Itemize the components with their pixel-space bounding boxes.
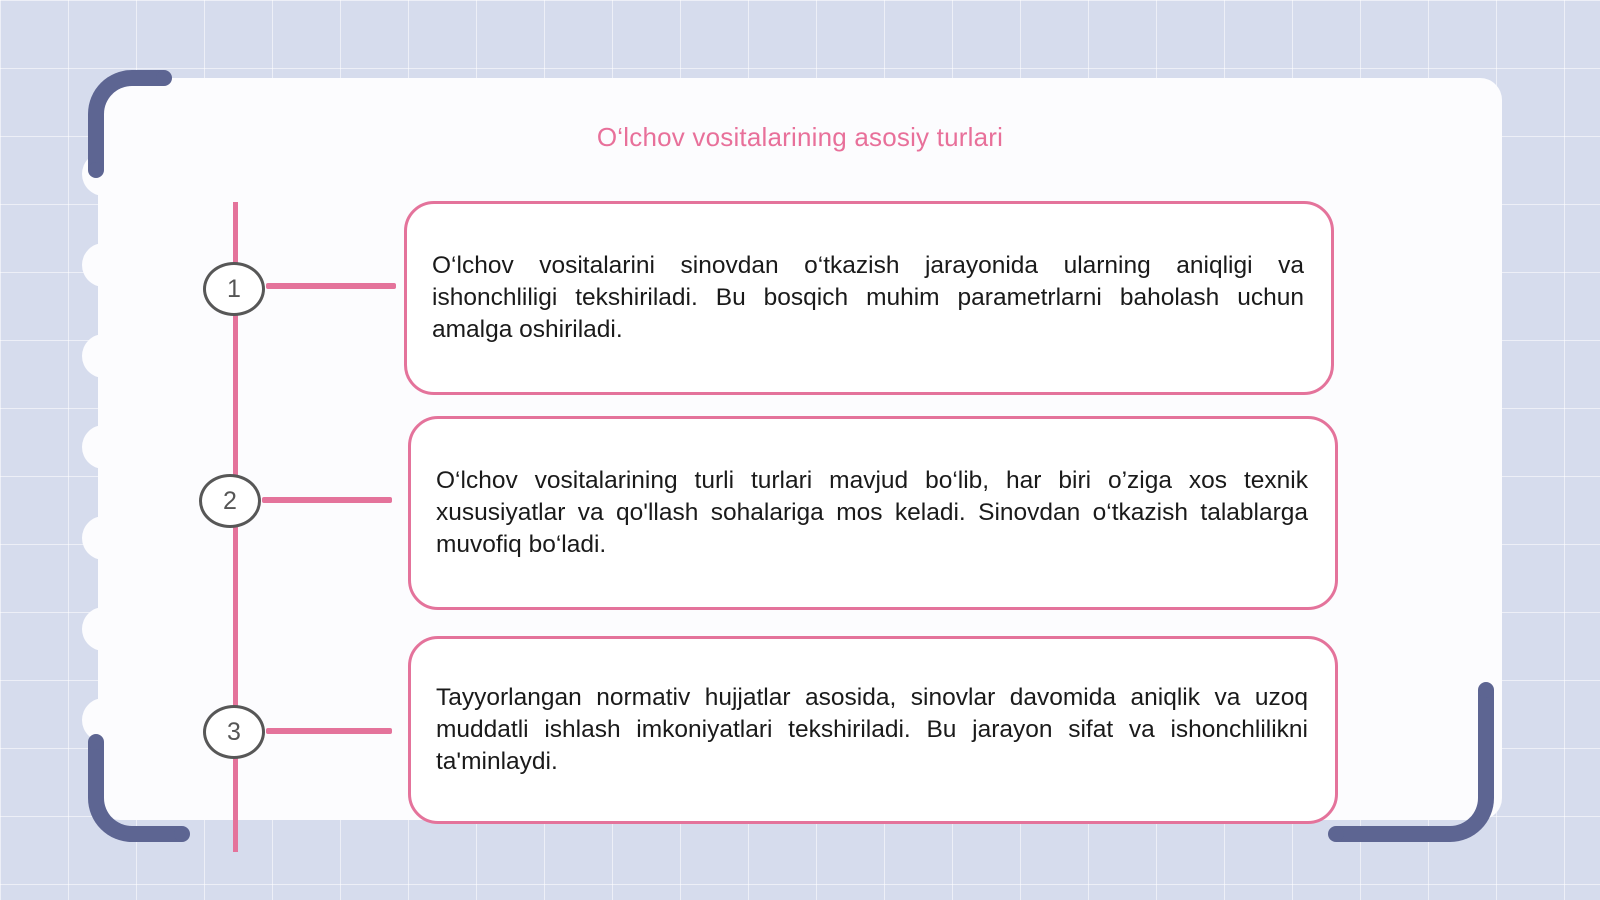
- connector-1: [266, 283, 396, 289]
- step-number-1: 1: [203, 262, 265, 316]
- step-number-2: 2: [199, 474, 261, 528]
- notebook-scallop: [82, 243, 126, 287]
- step-box-1: [404, 201, 1334, 395]
- connector-2: [262, 497, 392, 503]
- corner-bracket-bottom-left: [88, 742, 182, 842]
- step-box-2: [408, 416, 1338, 610]
- slide-title: O‘lchov vositalarining asosiy turlari: [596, 122, 1004, 152]
- step-text-3: Tayyorlangan normativ hujjatlar asosida, sinovlar davomida aniqlik va uzoq muddatli ishlash imkoniyatlari tekshiriladi. Bu jarayon sifat va ishonchlilikni ta'minlaydi.: [436, 684, 1308, 775]
- step-number-3: 3: [203, 705, 265, 759]
- step-text-2: O‘lchov vositalarining turli turlari mavjud bo‘lib, har biri o’ziga xos texnik xususiyatlar va qo'llash sohalariga mos keladi. Sinovdan o‘tkazish talablarga muvofiq bo‘ladi.: [436, 467, 1308, 558]
- notebook-scallop: [82, 425, 126, 469]
- notebook-scallop: [82, 607, 126, 651]
- corner-bracket-top-left: [88, 70, 164, 170]
- step-text-1: O‘lchov vositalarini sinovdan o‘tkazish jarayonida ularning aniqligi va ishonchliligi tekshiriladi. Bu bosqich muhim parametrlarni baholash uchun amalga oshiriladi.: [432, 252, 1304, 343]
- notebook-scallop: [82, 516, 126, 560]
- corner-bracket-bottom-right: [1336, 690, 1494, 842]
- connector-3: [266, 728, 392, 734]
- notebook-scallop: [82, 334, 126, 378]
- step-box-3: [408, 636, 1338, 824]
- notebook-scallop: [82, 698, 126, 742]
